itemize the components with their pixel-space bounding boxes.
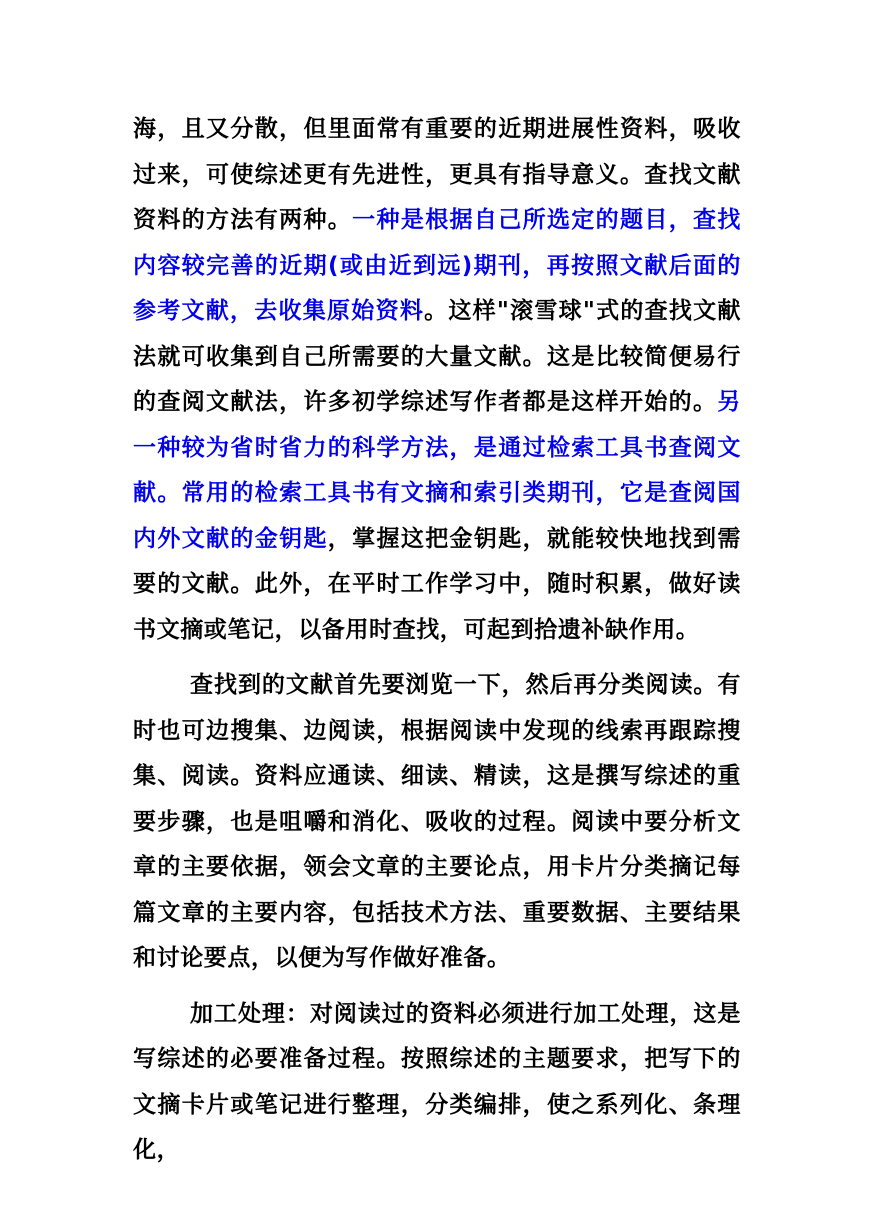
p1-highlight-1: 一种是根据自己所选定的题目，查找内容较完善的近期(或由近到远)期刊，再按照文献后面的参考文献，去收集原始资料 [133,207,741,324]
p2-text-1: 查找到的文献首先要浏览一下，然后再分类阅读。有时也可边搜集、边阅读，根据阅读中发现的线索再跟踪搜集、阅读。资料应通读、细读、精读，这是撰写综述的重要步骤，也是咀嚼和消化、吸收的过程。阅读中要分析文章的主要依据，领会文章的主要论点，用卡片分类摘记每篇文章的主要内容，包括技术方法、重要数据、主要结果和讨论要点，以便为写作做好准备。 [133,672,741,971]
p3-text-1: 加工处理：对阅读过的资料必须进行加工处理，这是写综述的必要准备过程。按照综述的主题要求，把写下的文摘卡片或笔记进行整理，分类编排，使之系列化、条理化， [133,1000,741,1163]
p1-text-3: ，掌握这把金钥匙，就能较快地找到需要的文献。此外，在平时工作学习中，随时积累，做好读书文摘或笔记，以备用时查找，可起到拾遗补缺作用。 [133,525,741,643]
p1-highlight-2: 另一种较为省时省力的科学方法，是通过检索工具书查阅文献。常用的检索工具书有文摘和索引类期刊，它是查阅国内外文献的金钥匙 [133,389,741,552]
p1-text-2: 。这样"滚雪球"式的查找文献法就可收集到自己所需要的大量文献。这是比较简便易行的查阅文献法，许多初学综述写作者都是这样开始的。 [133,298,741,415]
paragraph-1 [133,107,741,653]
paragraph-2 [133,663,741,982]
paragraph-3 [133,992,741,1174]
body-text [133,107,741,1184]
p1-text-1: 海，且又分散，但里面常有重要的近期进展性资料，吸收过来，可使综述更有先进性，更具有指导意义。查找文献资料的方法有两种。 [133,116,741,233]
